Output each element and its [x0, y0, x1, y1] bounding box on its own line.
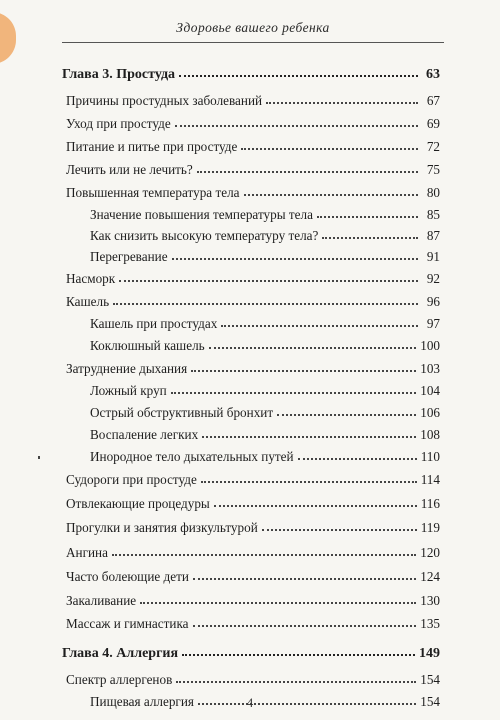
toc-entry-page: 96 — [426, 294, 440, 309]
dot-leader — [179, 74, 418, 77]
toc-subentry[interactable] — [90, 338, 440, 354]
toc-entry-page: 103 — [420, 361, 440, 376]
toc-entry-title: Лечить или не лечить? — [66, 162, 193, 177]
dot-leader — [140, 601, 416, 604]
running-header: Здоровье вашего ребенка — [176, 20, 330, 35]
toc-entry-title: Прогулки и занятия физкультурой — [66, 520, 258, 535]
toc-entry-page: 108 — [420, 427, 440, 442]
toc-entry-page: 154 — [420, 672, 440, 687]
toc-chapter-4[interactable] — [62, 646, 440, 662]
toc-entry-title: Часто болеющие дети — [66, 569, 189, 584]
dot-leader — [277, 413, 416, 416]
toc-entry[interactable] — [66, 545, 440, 561]
toc-entry-title: Массаж и гимнастика — [66, 616, 189, 631]
toc-entry-page: 116 — [420, 496, 440, 511]
dot-leader — [176, 680, 416, 683]
toc-entry[interactable] — [66, 361, 440, 377]
dot-leader — [322, 236, 418, 239]
toc-entry[interactable] — [66, 294, 440, 310]
toc-entry-page: 72 — [426, 139, 440, 154]
toc-entry-title: Повышенная температура тела — [66, 185, 240, 200]
toc-entry[interactable] — [66, 271, 440, 287]
toc-entry-page: 120 — [420, 545, 440, 560]
toc-entry-page: 97 — [426, 316, 440, 331]
toc-entry-title: Спектр аллергенов — [66, 672, 173, 687]
toc-entry-title: Перегревание — [90, 249, 168, 264]
toc-entry-page: 63 — [426, 67, 440, 82]
dot-leader — [182, 653, 415, 656]
toc-subentry[interactable] — [90, 207, 440, 223]
toc-entry-page: 124 — [420, 569, 440, 584]
dot-leader — [191, 369, 416, 372]
toc-entry-title: Глава 3. Простуда — [62, 67, 176, 82]
toc-entry-title: Кашель — [66, 294, 110, 309]
toc-entry[interactable] — [66, 139, 440, 155]
toc-subentry[interactable] — [90, 449, 440, 465]
toc-entry-title: Глава 4. Аллергия — [62, 646, 179, 661]
toc-entry[interactable] — [66, 185, 440, 201]
toc-entry-page: 80 — [426, 185, 440, 200]
dot-leader — [241, 147, 418, 150]
dot-leader — [214, 504, 417, 507]
toc-entry-title: Ангина — [66, 545, 108, 560]
toc-entry-page: 110 — [420, 449, 440, 464]
toc-subentry[interactable] — [90, 316, 440, 332]
toc-entry-page: 75 — [426, 162, 440, 177]
toc-entry[interactable] — [66, 616, 440, 632]
dot-leader — [193, 624, 417, 627]
dot-leader — [201, 480, 417, 483]
dot-leader — [197, 170, 418, 173]
toc-entry[interactable] — [66, 116, 440, 132]
dot-leader — [112, 553, 416, 556]
toc-entry-page: 100 — [420, 338, 440, 353]
toc-entry-title: Значение повышения температуры тела — [90, 207, 313, 222]
toc-entry-title: Причины простудных заболеваний — [66, 93, 263, 108]
toc-entry[interactable] — [66, 472, 440, 488]
dot-leader — [171, 391, 416, 394]
toc-entry-title: Ложный круп — [90, 383, 167, 398]
toc-entry-page: 154 — [420, 694, 440, 709]
toc-entry-page: 119 — [420, 520, 440, 535]
toc-entry-title: Питание и питье при простуде — [66, 139, 238, 154]
toc-entry-title: Пищевая аллергия — [90, 694, 194, 709]
toc-entry-page: 92 — [426, 271, 440, 286]
toc-entry-title: Затруднение дыхания — [66, 361, 188, 376]
dot-leader — [172, 257, 418, 260]
toc-entry-page: 130 — [420, 593, 440, 608]
toc-entry-page: 67 — [426, 93, 440, 108]
dot-leader — [113, 302, 418, 305]
toc-subentry[interactable] — [90, 405, 440, 421]
toc-entry-title: Кашель при простудах — [90, 316, 218, 331]
toc-entry[interactable] — [66, 162, 440, 178]
toc-entry-page: 69 — [426, 116, 440, 131]
toc-entry-title: Уход при простуде — [66, 116, 171, 131]
dot-leader — [193, 577, 416, 580]
dot-leader — [202, 435, 416, 438]
toc-entry-page: 87 — [426, 228, 440, 243]
toc-entry-title: Инородное тело дыхательных путей — [90, 449, 294, 464]
toc-entry-title: Воспаление легких — [90, 427, 199, 442]
toc-entry-title: Как снизить высокую температуру тела? — [90, 228, 319, 243]
toc-entry-page: 91 — [426, 249, 440, 264]
dot-leader — [221, 324, 418, 327]
toc-entry-title: Отвлекающие процедуры — [66, 496, 210, 511]
dot-leader — [298, 457, 417, 460]
toc-entry-page: 114 — [420, 472, 440, 487]
toc-subentry[interactable] — [90, 383, 440, 399]
ink-speck — [38, 456, 40, 459]
dot-leader — [262, 528, 417, 531]
toc-entry-page: 106 — [420, 405, 440, 420]
toc-entry-page: 104 — [420, 383, 440, 398]
toc-subentry[interactable] — [90, 427, 440, 443]
dot-leader — [209, 346, 417, 349]
page-number: 4 — [246, 695, 254, 710]
dot-leader — [266, 101, 418, 104]
toc-entry[interactable] — [66, 672, 440, 688]
toc-entry[interactable] — [66, 593, 440, 609]
dot-leader — [175, 124, 418, 127]
toc-entry-title: Насморк — [66, 271, 116, 286]
toc-entry-page: 135 — [420, 616, 440, 631]
toc-entry[interactable] — [66, 496, 440, 512]
toc-entry-page: 149 — [419, 646, 440, 661]
toc-subentry[interactable] — [90, 228, 440, 244]
toc-entry[interactable] — [66, 93, 440, 109]
toc-entry[interactable] — [66, 520, 440, 536]
toc-entry-title: Судороги при простуде — [66, 472, 197, 487]
toc-entry-page: 85 — [426, 207, 440, 222]
dot-leader — [244, 193, 419, 196]
toc-chapter-3[interactable] — [62, 67, 440, 83]
toc-subentry[interactable] — [90, 249, 440, 265]
toc-entry-title: Коклюшный кашель — [90, 338, 205, 353]
dot-leader — [317, 215, 418, 218]
toc-entry[interactable] — [66, 569, 440, 585]
toc-entry-title: Закаливание — [66, 593, 137, 608]
dot-leader — [119, 279, 418, 282]
toc-entry-title: Острый обструктивный бронхит — [90, 405, 274, 420]
